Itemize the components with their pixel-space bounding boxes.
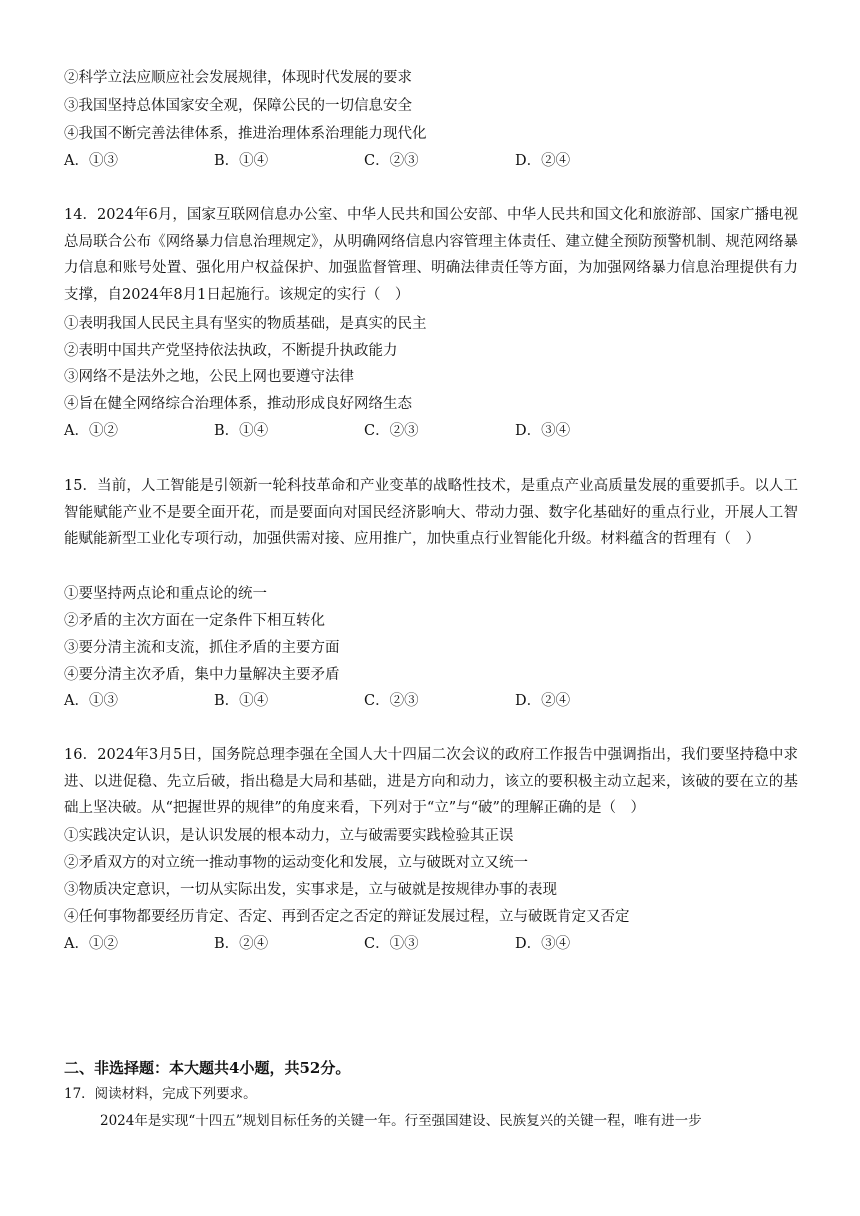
q14-item-3: ③网络不是法外之地，公民上网也要遵守法律 bbox=[64, 369, 354, 385]
q14-option-c[interactable]: C．②③ bbox=[364, 423, 419, 439]
q15-options bbox=[64, 691, 764, 711]
q16-item-3: ③物质决定意识，一切从实际出发，实事求是，立与破就是按规律办事的表现 bbox=[64, 882, 557, 898]
q16-option-a[interactable]: A．①② bbox=[64, 936, 118, 952]
q15-item-4: ④要分清主次矛盾，集中力量解决主要矛盾 bbox=[64, 667, 340, 683]
q16-option-b[interactable]: B．②④ bbox=[214, 936, 269, 952]
q13-option-c[interactable]: C．②③ bbox=[364, 153, 419, 169]
q14-option-d[interactable]: D．③④ bbox=[515, 423, 571, 439]
q16-stem: 16．2024年3月5日，国务院总理李强在全国人大十四届二次会议的政府工作报告中强调指出，我们要坚持稳中求进、以进促稳、先立后破，指出稳是大局和基础，进是方向和动力，该立的要积极主动立起来，该破的要在立的基础上坚决破。从“把握世界的规律”的角度来看，下列对于“立”与“破”的理解正确的是（ ） bbox=[64, 747, 798, 816]
q13-item-2: ②科学立法应顺应社会发展规律，体现时代发展的要求 bbox=[64, 70, 412, 86]
q14-item-2: ②表明中国共产党坚持依法执政，不断提升执政能力 bbox=[64, 343, 398, 359]
q13-item-3: ③我国坚持总体国家安全观，保障公民的一切信息安全 bbox=[64, 98, 412, 114]
q14-stem: 14．2024年6月，国家互联网信息办公室、中华人民共和国公安部、中华人民共和国文化和旅游部、国家广播电视总局联合公布《网络暴力信息治理规定》，从明确网络信息内容管理主体责任、建立健全预防预警机制、规范网络暴力信息和账号处置、强化用户权益保护、加强监督管理、明确法律责任等方面，为加强网络暴力信息治理提供有力支撑，自2024年8月1日起施行。该规定的实行（ ） bbox=[64, 207, 798, 303]
q15-option-d[interactable]: D．②④ bbox=[515, 693, 571, 709]
q15-item-3: ③要分清主流和支流，抓住矛盾的主要方面 bbox=[64, 640, 340, 656]
q16-item-4: ④任何事物都要经历肯定、否定、再到否定之否定的辩证发展过程，立与破既肯定又否定 bbox=[64, 909, 630, 925]
q13-option-d[interactable]: D．②④ bbox=[515, 153, 571, 169]
q15-item-2: ②矛盾的主次方面在一定条件下相互转化 bbox=[64, 613, 325, 629]
q16-option-d[interactable]: D．③④ bbox=[515, 936, 571, 952]
q16-item-2: ②矛盾双方的对立统一推动事物的运动变化和发展，立与破既对立又统一 bbox=[64, 855, 528, 871]
q14-option-b[interactable]: B．①④ bbox=[214, 423, 269, 439]
q14-option-a[interactable]: A．①② bbox=[64, 423, 118, 439]
q13-item-4: ④我国不断完善法律体系，推进治理体系治理能力现代化 bbox=[64, 126, 427, 142]
q15-item-1: ①要坚持两点论和重点论的统一 bbox=[64, 586, 267, 602]
q16-item-1: ①实践决定认识，是认识发展的根本动力，立与破需要实践检验其正误 bbox=[64, 828, 514, 844]
q17-material: 2024年是实现“十四五”规划目标任务的关键一年。行至强国建设、民族复兴的关键一程，唯有进一步 bbox=[100, 1113, 702, 1129]
q13-option-a[interactable]: A．①③ bbox=[64, 153, 118, 169]
q15-option-a[interactable]: A．①③ bbox=[64, 693, 118, 709]
q13-option-b[interactable]: B．①④ bbox=[214, 153, 269, 169]
q16-option-c[interactable]: C．①③ bbox=[364, 936, 419, 952]
q14-item-1: ①表明我国人民民主具有坚实的物质基础，是真实的民主 bbox=[64, 316, 427, 332]
section-heading: 二、非选择题：本大题共4小题，共52分。 bbox=[64, 1059, 351, 1077]
q14-options bbox=[64, 421, 764, 441]
q15-option-b[interactable]: B．①④ bbox=[214, 693, 269, 709]
q15-stem: 15．当前，人工智能是引领新一轮科技革命和产业变革的战略性技术，是重点产业高质量发展的重要抓手。以人工智能赋能产业不是要全面开花，而是要面向对国民经济影响大、带动力强、数字化基础好的重点行业，开展人工智能赋能新型工业化专项行动，加强供需对接、应用推广，加快重点行业智能化升级。材料蕴含的哲理有（ ） bbox=[64, 478, 798, 547]
q16-options bbox=[64, 934, 764, 954]
q17-title: 17．阅读材料，完成下列要求。 bbox=[64, 1086, 257, 1102]
q14-item-4: ④旨在健全网络综合治理体系，推动形成良好网络生态 bbox=[64, 396, 412, 412]
q15-option-c[interactable]: C．②③ bbox=[364, 693, 419, 709]
q13-options bbox=[64, 151, 764, 171]
